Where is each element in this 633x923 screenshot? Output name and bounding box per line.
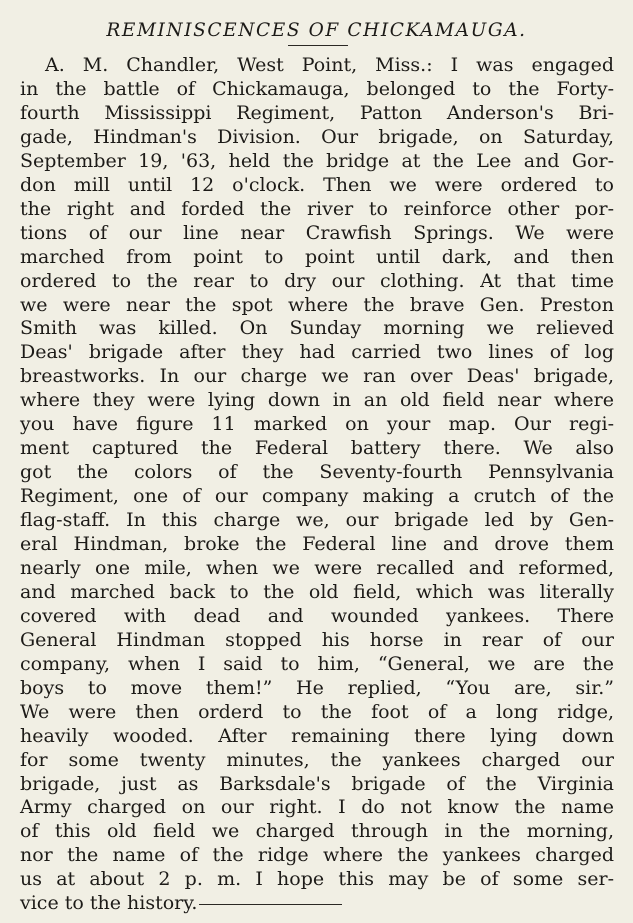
body-line-text: don mill until 12 o'clock. Then we were ordered to — [20, 173, 614, 196]
body-line — [20, 172, 614, 198]
body-line-text: nearly one mile, when we were recalled and reformed, — [20, 556, 614, 579]
body-line — [20, 124, 614, 150]
body-line — [20, 411, 614, 437]
body-line-text: A. M. Chandler, West Point, Miss.: I was engaged — [45, 54, 614, 76]
body-line — [20, 459, 614, 485]
body-line-text: September 19, '63, held the bridge at the Lee and Gor- — [20, 149, 614, 172]
body-line-text: of this old field we charged through in the morning, — [20, 820, 614, 843]
body-line-text: ordered to the rear to dry our clothing. At that time — [20, 269, 614, 292]
body-line — [20, 244, 614, 270]
body-line-text: tions of our line near Crawfish Springs. We were — [20, 221, 614, 244]
body-line-text: company, when I said to him, “General, we are the — [20, 652, 614, 675]
body-line — [20, 627, 614, 653]
body-line-text: got the colors of the Seventy-fourth Pennsylvania — [20, 461, 614, 484]
body-line — [20, 507, 614, 533]
body-line — [20, 76, 614, 102]
body-line — [20, 292, 614, 318]
body-line — [20, 363, 614, 389]
body-line — [20, 435, 614, 461]
body-line-text: for some twenty minutes, the yankees charged our — [20, 748, 614, 771]
body-line-text: vice to the history. — [20, 892, 198, 915]
body-line-text: marched from point to point until dark, and then — [20, 245, 614, 268]
body-line-text: you have figure 11 marked on your map. Our regi- — [20, 413, 614, 436]
body-line — [20, 531, 614, 557]
body-line-text: We were then orderd to the foot of a long ridge, — [20, 700, 614, 723]
body-line — [20, 555, 614, 581]
body-line-text: Army charged on our right. I do not know the name — [20, 796, 614, 819]
body-line-text: covered with dead and wounded yankees. There — [20, 604, 614, 627]
body-line-text: Deas' brigade after they had carried two lines of log — [20, 341, 614, 364]
body-line — [20, 339, 614, 365]
end-rule — [199, 904, 342, 905]
body-line — [20, 268, 614, 294]
body-line — [20, 196, 614, 222]
body-line-text: fourth Mississippi Regiment, Patton Anderson's Bri- — [20, 101, 614, 124]
body-line-text: brigade, just as Barksdale's brigade of the Virginia — [20, 772, 614, 795]
body-line — [20, 818, 614, 844]
body-line-text: eral Hindman, broke the Federal line and drove them — [20, 533, 614, 555]
body-line — [20, 148, 614, 174]
body-line-text: we were near the spot where the brave Gen. Preston — [20, 293, 614, 316]
body-line-text: in the battle of Chickamauga, belonged to the Forty- — [20, 77, 614, 100]
body-line-text: heavily wooded. After remaining there lying down — [20, 724, 614, 747]
body-line — [20, 100, 614, 126]
body-line-text: where they were lying down in an old field near where — [20, 389, 614, 412]
body-line — [20, 579, 614, 605]
body-line — [20, 794, 614, 820]
body-line-text: gade, Hindman's Division. Our brigade, on Saturday, — [20, 125, 614, 148]
body-line — [20, 842, 614, 868]
body-line-text: the right and forded the river to reinforce other por- — [20, 197, 614, 220]
body-line — [20, 603, 614, 629]
body-line — [20, 747, 614, 773]
body-line-text: General Hindman stopped his horse in rear of our — [20, 628, 614, 651]
body-line-text: Smith was killed. On Sunday morning we relieved — [20, 317, 614, 340]
body-line — [20, 699, 614, 725]
body-line-text: ment captured the Federal battery there. We also — [20, 437, 614, 460]
body-line-text: flag-staff. In this charge we, our brigade led by Gen- — [20, 509, 614, 532]
body-line — [20, 675, 614, 701]
body-line-text: Regiment, one of our company making a crutch of the — [20, 485, 614, 508]
title-rule — [288, 45, 348, 46]
body-line — [20, 866, 614, 892]
article-title: REMINISCENCES OF CHICKAMAUGA. — [106, 20, 527, 41]
body-line — [20, 387, 614, 413]
body-line-text: breastworks. In our charge we ran over Deas' brigade, — [20, 365, 614, 388]
body-line — [20, 723, 614, 749]
body-line-text: and marched back to the old field, which was literally — [20, 580, 614, 603]
body-line — [20, 483, 614, 509]
body-line-text: nor the name of the ridge where the yankees charged — [20, 844, 614, 867]
body-line — [20, 890, 614, 916]
body-line — [20, 315, 614, 341]
body-line — [20, 771, 614, 797]
body-line — [45, 52, 614, 78]
body-line — [20, 651, 614, 677]
body-line-text: boys to move them!” He replied, “You are, sir.” — [20, 676, 614, 699]
body-line-text: us at about 2 p. m. I hope this may be of some ser- — [20, 868, 614, 891]
body-line — [20, 220, 614, 246]
